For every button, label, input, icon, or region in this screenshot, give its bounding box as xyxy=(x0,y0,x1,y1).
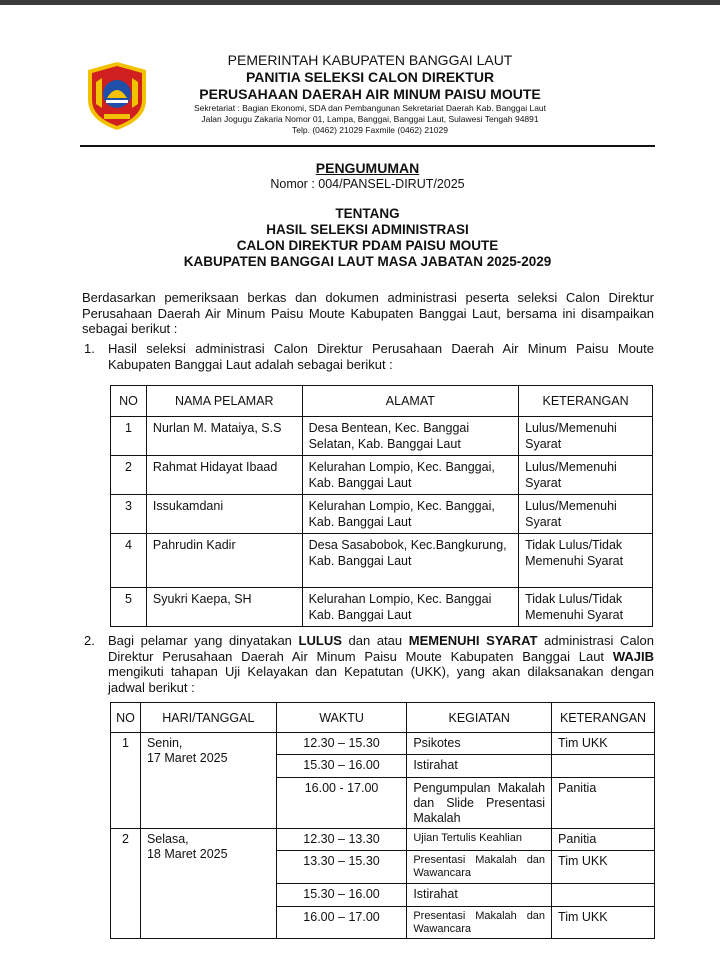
applicant-address: Desa Sasabobok, Kec.Bangkurung, Kab. Banggai Laut xyxy=(302,534,519,588)
applicant-name: Issukamdani xyxy=(146,495,302,534)
session-activity: Psikotes xyxy=(407,733,552,755)
schedule-table xyxy=(110,702,655,939)
session-note xyxy=(552,884,655,907)
letterhead-rule xyxy=(80,145,655,147)
col-header: NO xyxy=(111,386,147,417)
table-row xyxy=(111,733,655,755)
session-time: 13.30 – 15.30 xyxy=(276,851,407,884)
col-header: WAKTU xyxy=(276,703,407,733)
session-time: 15.30 – 16.00 xyxy=(276,755,407,778)
session-note: Tim UKK xyxy=(552,907,655,939)
day-date-cell xyxy=(140,829,276,939)
session-activity: Presentasi Makalah dan Wawancara xyxy=(407,851,552,884)
col-header: KETERANGAN xyxy=(519,386,653,417)
announcement-subject: TENTANG HASIL SELEKSI ADMINISTRASI CALON DIREKTUR PDAM PAISU MOUTE KABUPATEN BANGGAI LAUT MASA JABATAN 2025-2029 xyxy=(183,206,552,269)
gov-name: PEMERINTAH KABUPATEN BANGGAI LAUT xyxy=(227,52,513,68)
session-time: 15.30 – 16.00 xyxy=(276,884,407,907)
item-number: 1. xyxy=(84,341,95,356)
table-row xyxy=(111,417,653,456)
session-note: Tim UKK xyxy=(552,851,655,884)
day-date-cell xyxy=(140,733,276,829)
row-number: 2 xyxy=(111,456,147,495)
table-header-row xyxy=(111,703,655,733)
letterhead xyxy=(160,52,580,136)
committee-name: PANITIA SELEKSI CALON DIREKTUR xyxy=(245,69,495,85)
row-number: 3 xyxy=(111,495,147,534)
announcement-title: PENGUMUMAN xyxy=(315,160,420,176)
col-header: KETERANGAN xyxy=(552,703,655,733)
applicant-status: Lulus/Memenuhi Syarat xyxy=(519,495,653,534)
session-note: Panitia xyxy=(552,829,655,851)
session-note xyxy=(552,755,655,778)
intro-paragraph: Berdasarkan pemeriksaan berkas dan dokumen administrasi peserta seleksi Calon Direktur Perusahaan Daerah Air Minum Paisu Moute Kabupaten Banggai Laut, bersama ini disampaikan sebagai berikut : xyxy=(82,290,654,336)
col-header: NO xyxy=(111,703,141,733)
session-activity: Istirahat xyxy=(407,884,552,907)
company-name: PERUSAHAAN DAERAH AIR MINUM PAISU MOUTE xyxy=(199,86,541,102)
regency-emblem-icon xyxy=(82,60,152,132)
applicant-name: Syukri Kaepa, SH xyxy=(146,588,302,627)
table-row xyxy=(111,534,653,588)
table-row xyxy=(111,456,653,495)
day-name: Selasa, xyxy=(146,832,189,846)
date-text: 18 Maret 2025 xyxy=(146,847,228,861)
applicant-address: Kelurahan Lompio, Kec. Banggai, Kab. Banggai Laut xyxy=(302,495,519,534)
session-time: 16.00 – 17.00 xyxy=(276,907,407,939)
applicant-address: Desa Bentean, Kec. Banggai Selatan, Kab. Banggai Laut xyxy=(302,417,519,456)
applicant-address: Kelurahan Lompio, Kec. Banggai, Kab. Banggai Laut xyxy=(302,456,519,495)
session-activity: Ujian Tertulis Keahlian xyxy=(407,829,552,851)
col-header: HARI/TANGGAL xyxy=(140,703,276,733)
row-number: 1 xyxy=(111,417,147,456)
session-time: 12.30 – 13.30 xyxy=(276,829,407,851)
session-note: Panitia xyxy=(552,778,655,829)
table-row xyxy=(111,588,653,627)
applicant-name: Nurlan M. Mataiya, S.S xyxy=(146,417,302,456)
row-number: 4 xyxy=(111,534,147,588)
item-2-text: Bagi pelamar yang dinyatakan LULUS dan atau MEMENUHI SYARAT administrasi Calon Direktur Perusahaan Daerah Air Minum Paisu Moute Kabupaten Banggai Laut WAJIB mengikuti tahapan Uji Kelayakan dan Kepatutan (UKK), yang akan dilaksanakan dengan jadwal berikut : xyxy=(108,633,654,695)
results-table xyxy=(110,385,653,627)
session-note: Tim UKK xyxy=(552,733,655,755)
table-header-row xyxy=(111,386,653,417)
phone-line: Telp. (0462) 21029 Faxmile (0462) 21029 xyxy=(292,125,448,135)
session-activity: Presentasi Makalah dan Wawancara xyxy=(407,907,552,939)
applicant-status: Lulus/Memenuhi Syarat xyxy=(519,456,653,495)
item-number: 2. xyxy=(84,633,95,648)
applicant-address: Kelurahan Lompio, Kec. Banggai Kab. Banggai Laut xyxy=(302,588,519,627)
session-time: 12.30 – 15.30 xyxy=(276,733,407,755)
announcement-number: Nomor : 004/PANSEL-DIRUT/2025 xyxy=(270,177,465,191)
applicant-name: Pahrudin Kadir xyxy=(146,534,302,588)
col-header: KEGIATAN xyxy=(407,703,552,733)
applicant-status: Tidak Lulus/Tidak Memenuhi Syarat xyxy=(519,534,653,588)
session-time: 16.00 - 17.00 xyxy=(276,778,407,829)
day-name: Senin, xyxy=(146,736,183,750)
table-row xyxy=(111,829,655,851)
applicant-status: Lulus/Memenuhi Syarat xyxy=(519,417,653,456)
col-header: ALAMAT xyxy=(302,386,519,417)
secretariat-line: Sekretariat : Bagian Ekonomi, SDA dan Pembangunan Sekretariat Daerah Kab. Banggai Laut xyxy=(193,103,547,113)
day-number: 1 xyxy=(111,733,141,829)
table-row xyxy=(111,495,653,534)
top-edge xyxy=(0,0,720,5)
date-text: 17 Maret 2025 xyxy=(146,751,228,765)
session-activity: Pengumpulan Makalah dan Slide Presentasi Makalah xyxy=(407,778,552,829)
row-number: 5 xyxy=(111,588,147,627)
col-header: NAMA PELAMAR xyxy=(146,386,302,417)
session-activity: Istirahat xyxy=(407,755,552,778)
address-line: Jalan Jogugu Zakaria Nomor 01, Lampa, Banggai, Banggai Laut, Sulawesi Tengah 94891 xyxy=(201,114,539,124)
applicant-name: Rahmat Hidayat Ibaad xyxy=(146,456,302,495)
day-number: 2 xyxy=(111,829,141,939)
item-1-text: Hasil seleksi administrasi Calon Direktur Perusahaan Daerah Air Minum Paisu Moute Kabupaten Banggai Laut adalah sebagai berikut : xyxy=(108,341,654,372)
applicant-status: Tidak Lulus/Tidak Memenuhi Syarat xyxy=(519,588,653,627)
